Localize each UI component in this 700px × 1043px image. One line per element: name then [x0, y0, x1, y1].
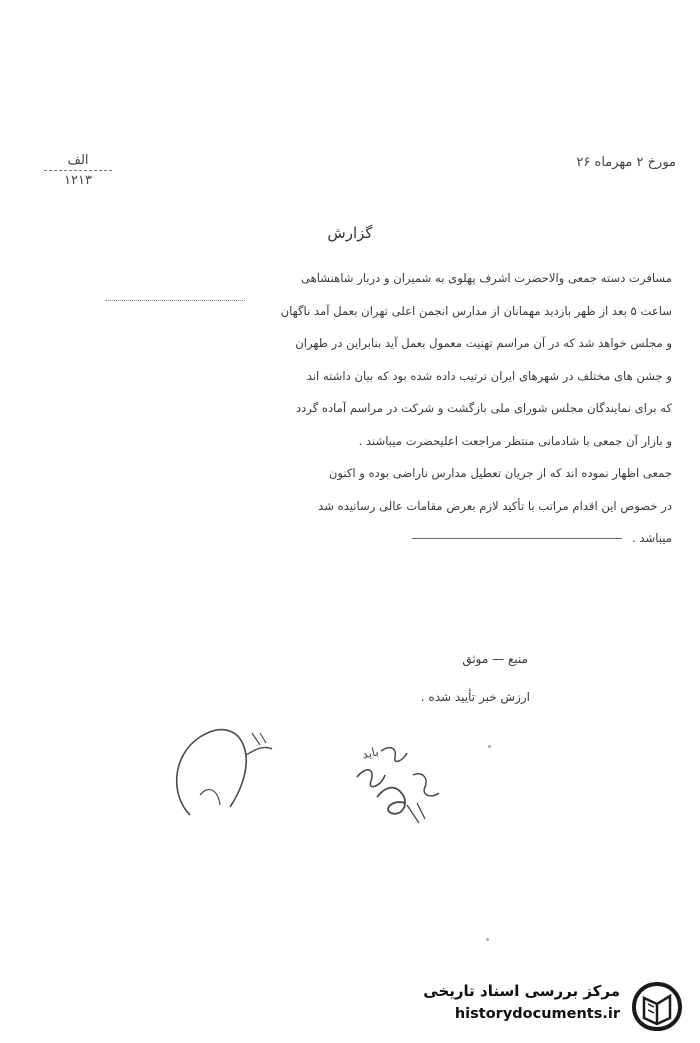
closing-rule [412, 538, 622, 539]
body-line: و جشن های مختلف در شهرهای ایران ترتیب داده شده بود که بیان داشته اند [306, 368, 672, 383]
body-line: ساعت ۵ بعد از ظهر بازدید مهمانان از مدارس انجمن اعلی تهران بعمل آمد ناگهان [280, 303, 672, 318]
reference-divider [44, 170, 112, 171]
speck [486, 938, 489, 941]
report-body [50, 262, 672, 555]
handwritten-bracket-mark [160, 715, 280, 820]
body-line: و بازار آن جمعی با شادمانی منتظر مراجعت اعلیحضرت میباشند . [358, 433, 672, 448]
title-text: گزارش [327, 224, 373, 242]
body-line: که برای نمایندگان مجلس شورای ملی بازگشت و شرکت در مراسم آماده گردد [295, 401, 672, 415]
watermark-org-name: مرکز بررسی اسناد تاریخی [423, 982, 620, 1000]
document-date: مورخ ۲ مهرماه ۲۶ [576, 155, 676, 170]
body-line: مسافرت دسته جمعی والاحضرت اشرف پهلوی به شمیران و دربار شاهنشاهی [300, 271, 672, 285]
body-line: میباشد . [632, 531, 672, 545]
assessment-line: ارزش خبر تأیید شده . [420, 690, 530, 704]
body-line: و مجلس خواهد شد که در آن مراسم تهنیت معمول بعمل آید بنابراین در طهران [295, 336, 672, 350]
watermark-text [423, 980, 620, 1026]
speck [488, 745, 491, 748]
archive-watermark [420, 978, 688, 1034]
body-line: جمعی اظهار نموده اند که از جریان تعطیل مدارس ناراضی بوده و اکنون [328, 466, 672, 480]
archive-book-logo-icon [630, 980, 684, 1032]
reference-number: ۱۲۱۳ [64, 173, 92, 188]
body-line: در خصوص این اقدام مراتب با تأکید لازم بعرض مقامات عالی رسانیده شد [318, 498, 672, 513]
watermark-url: historydocuments.ir [454, 1006, 620, 1022]
reference-label: الف [67, 153, 89, 168]
source-line: منبع — موثق [462, 652, 528, 666]
document-title [0, 224, 700, 242]
signature-annotation: باید [360, 744, 380, 762]
body-line-final [50, 522, 672, 555]
document-reference [38, 153, 118, 188]
